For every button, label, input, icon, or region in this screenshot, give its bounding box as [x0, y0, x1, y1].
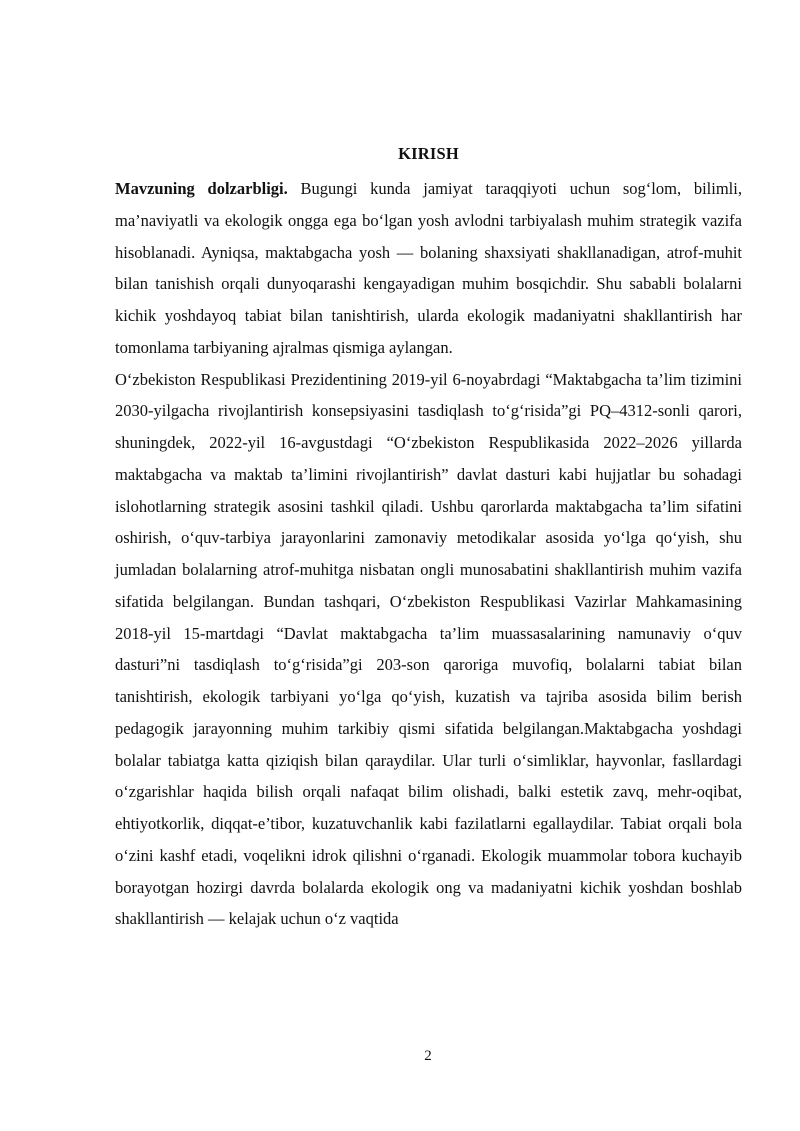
paragraph-legal-basis: O‘zbekiston Respublikasi Prezidentining 2019-yil 6-noyabrdagi “Maktabgacha ta’lim tizimini 2030-yilgacha rivojlantirish konsepsiyasini tasdiqlash to‘g‘risida”gi PQ–4312-sonli qarori, shuningdek, 2022-yil 16-avgustdagi “O‘zbekiston Respublikasida 2022–2026 yillarda maktabgacha va maktab ta’limini rivojlantirish” davlat dasturi kabi hujjatlar bu sohadagi islohotlarning strategik asosini tashkil qiladi. Ushbu qarorlarda maktabgacha ta’lim sifatini oshirish, o‘quv-tarbiya jarayonlarini zamonaviy metodikalar asosida yo‘lga qo‘yish, shu jumladan bolalarning atrof-muhitga nisbatan ongli munosabatini shakllantirish muhim vazifa sifatida belgilangan. Bundan tashqari, O‘zbekiston Respublikasi Vazirlar Mahkamasining 2018-yil 15-martdagi “Davlat maktabgacha ta’lim muassasalarining namunaviy o‘quv dasturi”ni tasdiqlash to‘g‘risida”gi 203-son qaroriga muvofiq, bolalarni tabiat bilan tanishtirish, ekologik tarbiyani yo‘lga qo‘yish, kuzatish va tajriba asosida bilim berish pedagogik jarayonning muhim tarkibiy qismi sifatida belgilangan.Maktabgacha yoshdagi bolalar tabiatga katta qiziqish bilan qaraydilar. Ular turli o‘simliklar, hayvonlar, fasllardagi o‘zgarishlar haqida bilish orqali nafaqat bilim olishadi, balki estetik zavq, mehr-oqibat, ehtiyotkorlik, diqqat-e’tibor, kuzatuvchanlik kabi fazilatlarni egallaydilar. Tabiat orqali bola o‘zini kashf etadi, voqelikni idrok qilishni o‘rganadi. Ekologik muammolar tobora kuchayib borayotgan hozirgi davrda bolalarda ekologik ong va madaniyatni kichik yoshdan boshlab shakllantirish — kelajak uchun o‘z vaqtida [115, 369, 742, 929]
paragraph-relevance-text: Bugungi kunda jamiyat taraqqiyoti uchun sog‘lom, bilimli, ma’naviyatli va ekologik ongga ega bo‘lgan yosh avlodni tarbiyalash muhim strategik vazifa hisoblanadi. Ayniqsa, maktabgacha yosh — bolaning shaxsiyati shakllanadigan, atrof-muhit bilan tanishish orqali dunyoqarashi kengayadigan muhim bosqichdir. Shu sababli bolalarni kichik yoshdayoq tabiat bilan tanishtirish, ularda ekologik madaniyatni shakllantirish har tomonlama tarbiyaning ajralmas qismiga aylangan. [115, 179, 742, 357]
paragraph-relevance [115, 173, 742, 364]
section-heading: KIRISH [398, 144, 459, 163]
page-number: 2 [424, 1048, 432, 1064]
paragraph-lead-in: Mavzuning dolzarbligi. [115, 179, 288, 198]
body-text [115, 173, 742, 935]
